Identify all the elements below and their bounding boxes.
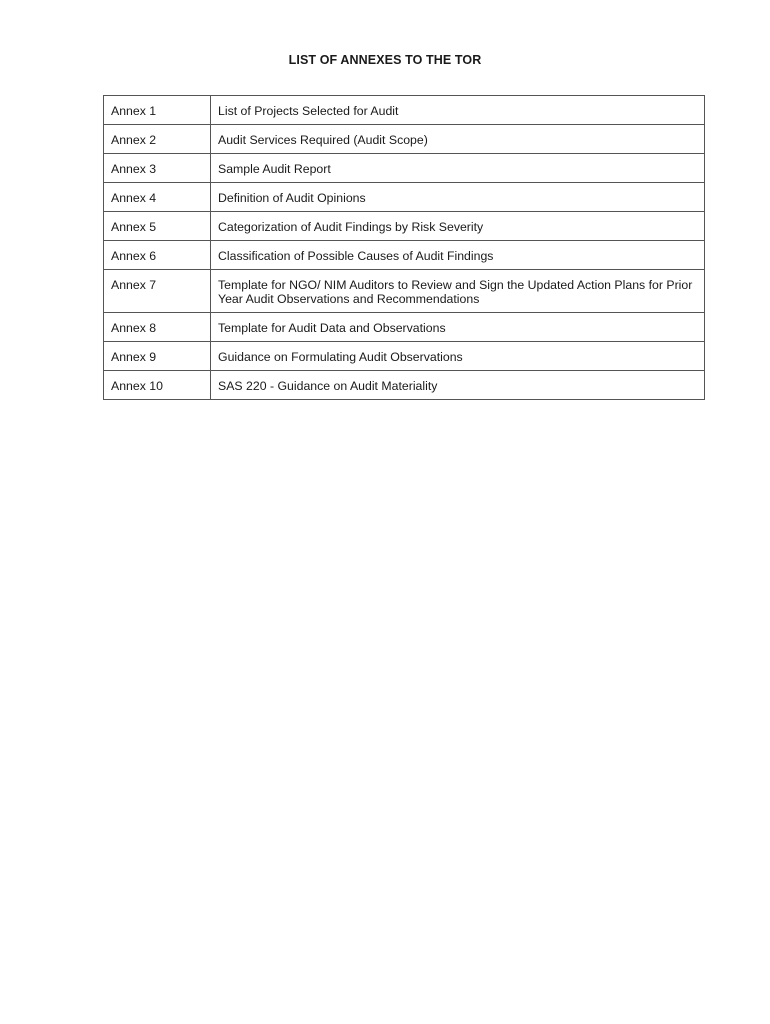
annex-label: Annex 3 xyxy=(104,154,211,183)
annex-description: Guidance on Formulating Audit Observations xyxy=(211,342,705,371)
annex-label: Annex 1 xyxy=(104,96,211,125)
table-row xyxy=(104,241,705,270)
page-title: LIST OF ANNEXES TO THE TOR xyxy=(288,53,482,67)
table-row xyxy=(104,183,705,212)
annex-table xyxy=(103,95,705,400)
annex-description: SAS 220 - Guidance on Audit Materiality xyxy=(211,371,705,400)
annex-description: Classification of Possible Causes of Audit Findings xyxy=(211,241,705,270)
annex-description: Definition of Audit Opinions xyxy=(211,183,705,212)
table-row xyxy=(104,371,705,400)
table-row xyxy=(104,96,705,125)
annex-label: Annex 9 xyxy=(104,342,211,371)
annex-label: Annex 5 xyxy=(104,212,211,241)
annex-label: Annex 2 xyxy=(104,125,211,154)
annex-label: Annex 4 xyxy=(104,183,211,212)
annex-label: Annex 8 xyxy=(104,313,211,342)
annex-description: Audit Services Required (Audit Scope) xyxy=(211,125,705,154)
annex-label: Annex 10 xyxy=(104,371,211,400)
table-row xyxy=(104,342,705,371)
table-row xyxy=(104,154,705,183)
annex-label: Annex 6 xyxy=(104,241,211,270)
table-row xyxy=(104,270,705,313)
annex-description: Categorization of Audit Findings by Risk Severity xyxy=(211,212,705,241)
annex-description: List of Projects Selected for Audit xyxy=(211,96,705,125)
table-row xyxy=(104,212,705,241)
annex-description: Sample Audit Report xyxy=(211,154,705,183)
annex-description: Template for NGO/ NIM Auditors to Review and Sign the Updated Action Plans for Prior Year Audit Observations and Recommendations xyxy=(211,270,705,313)
annex-label: Annex 7 xyxy=(104,270,211,313)
table-row xyxy=(104,313,705,342)
annex-description: Template for Audit Data and Observations xyxy=(211,313,705,342)
table-row xyxy=(104,125,705,154)
